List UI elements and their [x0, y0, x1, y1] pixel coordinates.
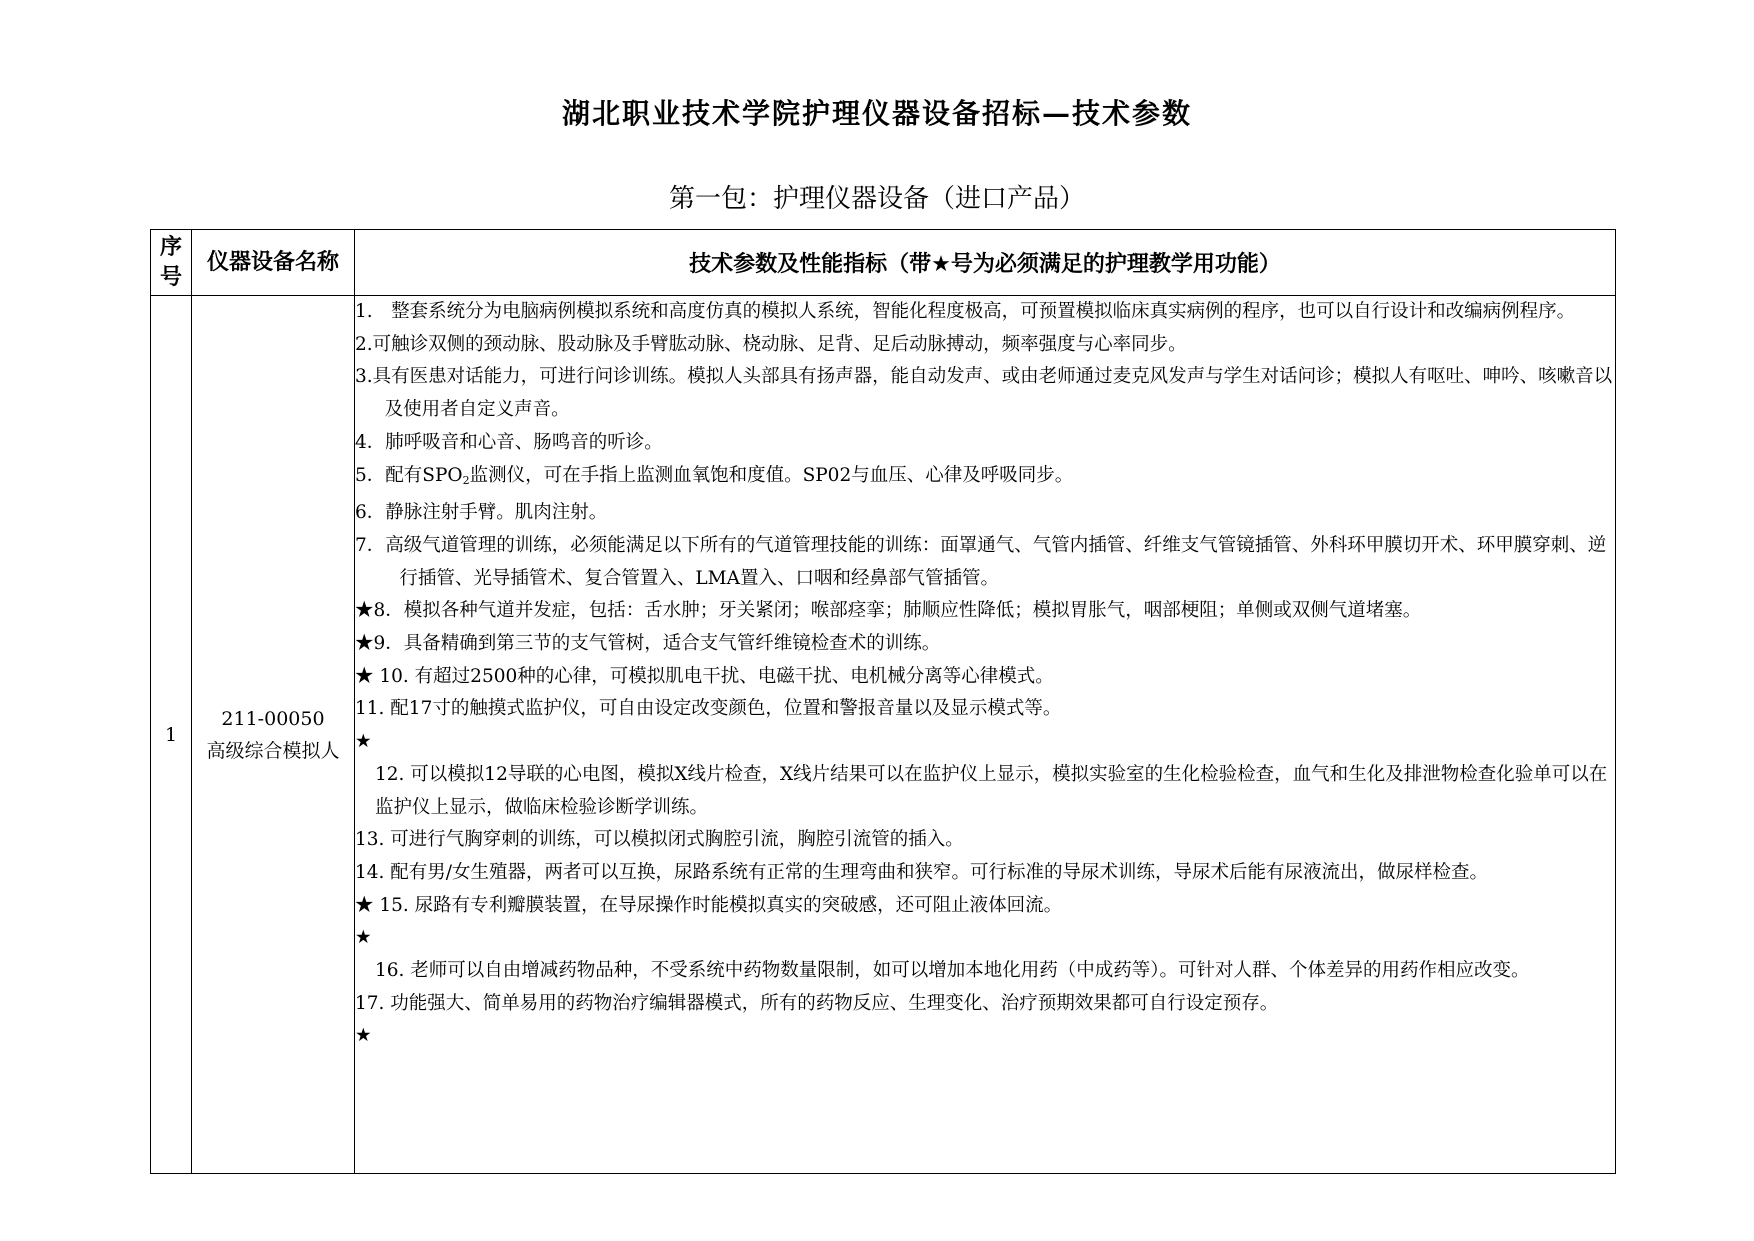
spec-item-17: 17. 功能强大、简单易用的药物治疗编辑器模式，所有的药物反应、生理变化、治疗预期效果都可自行设定预存。	[355, 992, 1279, 1014]
spec-table	[150, 229, 1616, 1174]
spec-item-16: 16. 老师可以自由增减药物品种，不受系统中药物数量限制，如可以增加本地化用药（中成药等）。可针对人群、个体差异的用药作相应改变。	[375, 960, 1530, 982]
spec-item-8: ★8．模拟各种气道并发症，包括：舌水肿；牙关紧闭；喉部痉挛；肺顺应性降低；模拟胃胀气，咽部梗阻；单侧或双侧气道堵塞。	[355, 600, 1422, 622]
spec-item-7: 7．高级气道管理的训练，必须能满足以下所有的气道管理技能的训练：面罩通气、气管内插管、纤维支气管镜插管、外科环甲膜切开术、环甲膜穿刺、逆行插管、光导插管术、复合管置入、LMA置入、口咽和经鼻部气管插管。	[355, 534, 1607, 589]
spec-item-14: 14. 配有男/女生殖器，两者可以互换，尿路系统有正常的生理弯曲和狭窄。可行标准的导尿术训练，导尿术后能有尿液流出，做尿样检查。	[355, 861, 1489, 883]
row-device-name-cell	[192, 296, 355, 1174]
spec-item-12: 12. 可以模拟12导联的心电图，模拟X线片检查，X线片结果可以在监护仪上显示，模拟实验室的生化检验检查，血气和生化及排泄物检查化验单可以在监护仪上显示，做临床检验诊断学训练。	[375, 763, 1608, 818]
spec-item-5	[355, 460, 1615, 498]
spec-item-9: ★9．具备精确到第三节的支气管树，适合支气管纤维镜检查术的训练。	[355, 633, 941, 655]
device-name: 高级综合模拟人	[206, 739, 340, 762]
header-technical-parameters: 技术参数及性能指标（带★号为必须满足的护理教学用功能）	[355, 230, 1616, 296]
spec-item-3: 3.具有医患对话能力，可进行问诊训练。模拟人头部具有扬声器，能自动发声、或由老师通过麦克风发声与学生对话问诊；模拟人有呕吐、呻吟、咳嗽音以及使用者自定义声音。	[355, 366, 1613, 421]
star-mark: ★	[355, 1025, 372, 1047]
row-spec-cell	[355, 296, 1616, 1174]
spec-list	[355, 296, 1615, 1053]
star-mark: ★	[355, 731, 372, 753]
spec-item-4: 4．肺呼吸音和心音、肠鸣音的听诊。	[355, 431, 663, 453]
spec-item-2: 2.可触诊双侧的颈动脉、股动脉及手臂肱动脉、桡动脉、足背、足后动脉搏动，频率强度与心率同步。	[355, 333, 1187, 355]
row-serial-number: 1	[151, 296, 192, 1174]
header-serial-number: 序号	[151, 230, 192, 296]
spec-item-13: 13. 可进行气胸穿刺的训练，可以模拟闭式胸腔引流，胸腔引流管的插入。	[355, 829, 964, 851]
table-header-row	[151, 230, 1616, 296]
spec-item-10: ★ 10. 有超过2500种的心律，可模拟肌电干扰、电磁干扰、电机械分离等心律模式。	[355, 665, 1054, 687]
star-mark: ★	[355, 927, 372, 949]
spec-item-5-part-b: 监测仪，可在手指上监测血氧饱和度值。SP02与血压、心律及呼吸同步。	[469, 464, 1074, 486]
header-device-name: 仪器设备名称	[192, 230, 355, 296]
spec-item-15: ★ 15. 尿路有专利瓣膜装置，在导尿操作时能模拟真实的突破感，还可阻止液体回流。	[355, 894, 1063, 916]
package-subtitle: 第一包：护理仪器设备（进口产品）	[668, 184, 1085, 214]
device-code: 211-00050	[221, 707, 325, 730]
table-row	[151, 296, 1616, 1174]
spec-item-6: 6．静脉注射手臂。肌肉注射。	[355, 502, 608, 524]
spec-item-5-part-a: 5．配有SPO	[355, 464, 463, 486]
spec-item-1: 1. 整套系统分为电脑病例模拟系统和高度仿真的模拟人系统，智能化程度极高，可预置模拟临床真实病例的程序，也可以自行设计和改编病例程序。	[355, 301, 1576, 322]
spec-item-11: 11. 配17寸的触摸式监护仪，可自由设定改变颜色，位置和警报音量以及显示模式等。	[355, 698, 1062, 720]
document-title: 湖北职业技术学院护理仪器设备招标—技术参数	[561, 97, 1192, 130]
spec-item-5-subscript: 2	[462, 473, 470, 487]
